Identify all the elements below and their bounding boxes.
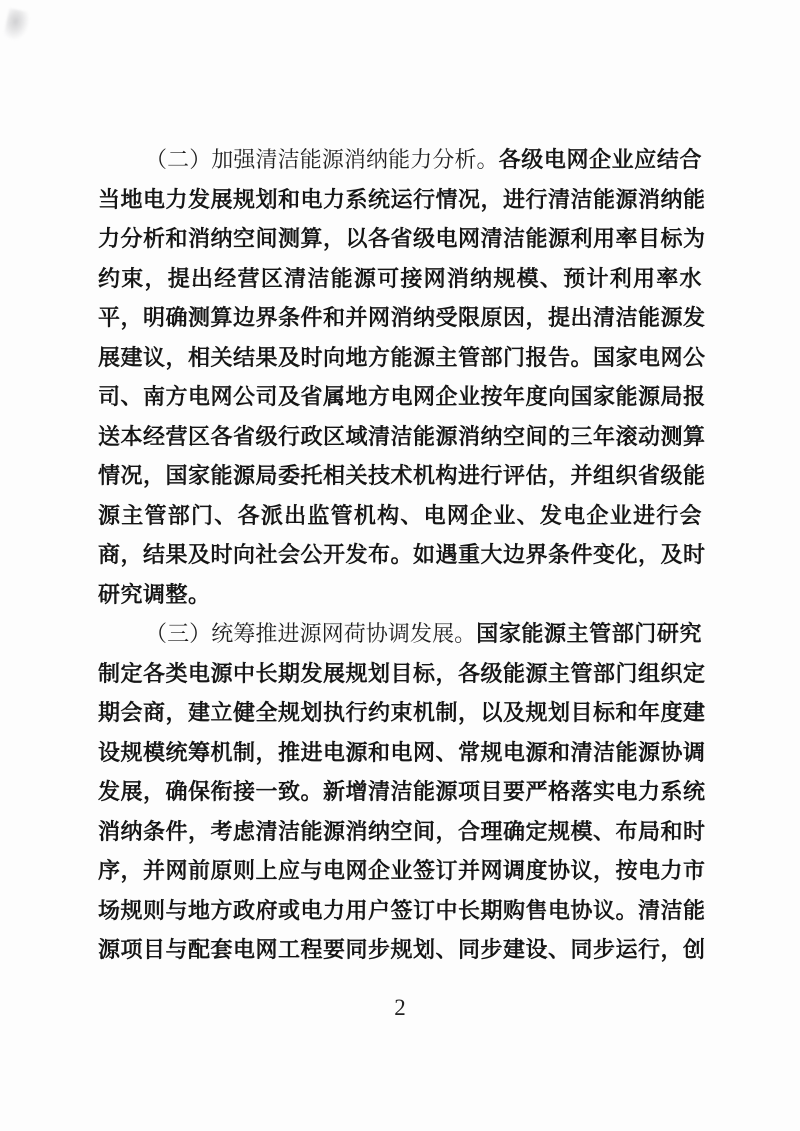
body-text-segment: 设规模统筹机制，推进电源和电网、常规电源和清洁能源协调: [98, 739, 706, 765]
text-line: [98, 733, 706, 773]
text-line: [98, 219, 706, 259]
text-line: [98, 496, 702, 536]
heading-text-segment: （二）加强清洁能源消纳能力分析。: [145, 147, 499, 172]
body-text-segment: 送本经营区各省级行政区域清洁能源消纳空间的三年滚动测算: [98, 423, 706, 449]
page-number: 2: [394, 995, 406, 1020]
text-line: [98, 180, 706, 220]
text-line: [98, 851, 706, 891]
document-body: [98, 140, 706, 970]
body-text-segment: 国家能源主管部门研究: [476, 621, 702, 646]
text-line: [98, 377, 706, 417]
text-line: [98, 535, 706, 575]
body-text-segment: 各级电网企业应结合: [498, 147, 702, 172]
scan-smudge-artifact: [3, 8, 31, 42]
text-line: [98, 575, 702, 615]
body-text-segment: 制定各类电源中长期发展规划目标，各级能源主管部门组织定: [98, 660, 706, 686]
body-text-segment: 司、南方电网公司及省属地方电网企业按年度向国家能源局报: [98, 384, 706, 409]
text-line: [98, 259, 702, 299]
body-text-segment: 消纳条件，考虑清洁能源消纳空间，合理确定规模、布局和时: [98, 818, 706, 844]
text-line: [98, 772, 706, 812]
text-line: [98, 140, 702, 180]
body-text-segment: 当地电力发展规划和电力系统运行情况，进行清洁能源消纳能: [98, 186, 706, 212]
text-line: [98, 338, 706, 378]
heading-text-segment: （三）统筹推进源网荷协调发展。: [145, 621, 477, 646]
body-text-segment: 期会商，建立健全规划执行约束机制，以及规划目标和年度建: [98, 700, 706, 725]
body-text-segment: 源项目与配套电网工程要同步规划、同步建设、同步运行，创: [98, 937, 706, 962]
text-line: [98, 930, 706, 970]
text-line: [98, 693, 706, 733]
body-text-segment: 场规则与地方政府或电力用户签订中长期购售电协议。清洁能: [98, 897, 706, 923]
body-text-segment: 发展，确保衔接一致。新增清洁能源项目要严格落实电力系统: [98, 779, 706, 804]
body-text-segment: 展建议，相关结果及时向地方能源主管部门报告。国家电网公: [98, 344, 706, 370]
body-text-segment: 序，并网前原则上应与电网企业签订并网调度协议，按电力市: [98, 858, 706, 883]
body-text-segment: 商，结果及时向社会公开发布。如遇重大边界条件变化，及时: [98, 542, 706, 567]
body-text-segment: 平，明确测算边界条件和并网消纳受限原因，提出清洁能源发: [98, 305, 706, 330]
text-line: [98, 891, 706, 931]
text-line: [98, 654, 706, 694]
text-line: [98, 456, 706, 496]
body-text-segment: 情况，国家能源局委托相关技术机构进行评估，并组织省级能: [98, 463, 706, 488]
body-text-segment: 研究调整。: [98, 581, 211, 607]
body-text-segment: 约束，提出经营区清洁能源可接网消纳规模、预计利用率水: [98, 265, 702, 291]
text-line: [98, 298, 706, 338]
text-line: [98, 812, 706, 852]
body-text-segment: 源主管部门、各派出监管机构、电网企业、发电企业进行会: [98, 502, 702, 528]
text-line: [98, 417, 706, 457]
body-text-segment: 力分析和消纳空间测算，以各省级电网清洁能源利用率目标为: [98, 226, 706, 251]
text-line: [98, 614, 702, 654]
